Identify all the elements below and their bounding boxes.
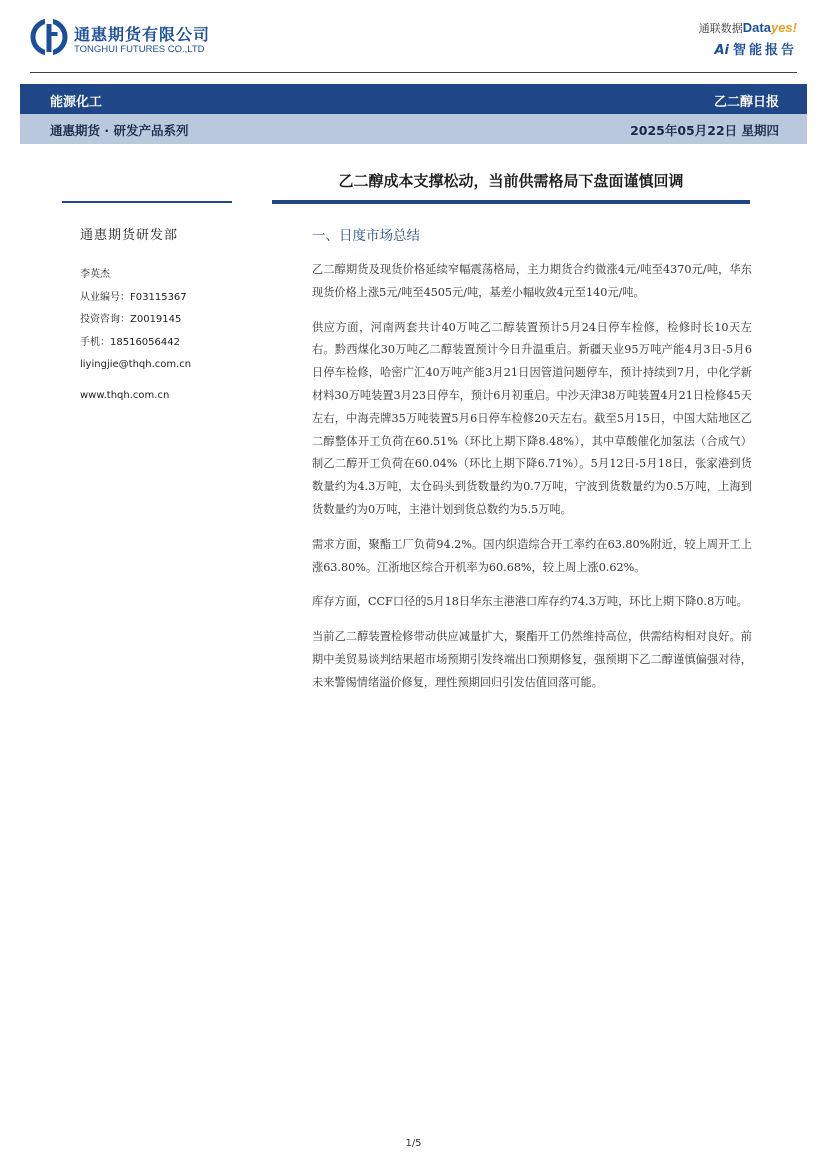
company-name-en: TONGHUI FUTURES CO.,LTD [74, 44, 205, 55]
report-headline: 乙二醇成本支撑松动，当前供需格局下盘面谨慎回调 [338, 172, 684, 190]
report-date: 2025年05月22日 星期四 [630, 123, 779, 138]
paragraph-supply: 供应方面，河南两套共计40万吨乙二醇装置预计5月24日停车检修，检修时长10天左右。黔西煤化30万吨乙二醇装置预计今日升温重启。新疆天业95万吨产能4月3日-5月6日停车检修，哈密广汇40万吨产能3月21日因管道问题停车，预计持续到7月，中化学新材料30万吨装置3月23日停车，预计6月初重启。中沙天津38万吨装置4月21日检修45天左右，中海壳牌35万吨装置5月6日停车检修20天左右。截至5月15日，中国大陆地区乙二醇整体开工负荷在60.51%（环比上期下降8.48%），其中草酸催化加氢法（合成气）制乙二醇开工负荷在60.04%（环比上期下降6.71%）。5月12日-5月18日，张家港到货数量约为4.3万吨，太仓码头到货数量约为0.7万吨，宁波到货数量约为0.5万吨，上海到货数量约为0万吨，主港计划到货总数约为5.5万吨。 [312, 320, 752, 516]
author-info [80, 264, 191, 377]
brand-prefix: 通联数据 [698, 23, 743, 35]
brand-report-label: 智能报告 [732, 43, 797, 58]
category-label: 能源化工 [50, 95, 103, 110]
brand-bottom-line [699, 39, 797, 58]
website-link[interactable]: www.thqh.com.cn [80, 390, 170, 401]
company-logo [30, 18, 260, 62]
paragraph-demand: 需求方面，聚酯工厂负荷94.2%。国内织造综合开工率约在63.80%附近，较上周开工上涨63.80%。江浙地区综合开机率为60.68%，较上周上涨0.62%。 [312, 537, 752, 574]
brand-badge [699, 20, 797, 58]
company-logo-icon [30, 18, 68, 56]
series-band [20, 114, 807, 144]
author-name: 李英杰 [80, 269, 110, 280]
series-label: 通惠期货 · 研发产品系列 [50, 123, 189, 138]
brand-data: Data [742, 20, 771, 35]
page-number: 1/5 [405, 1138, 422, 1149]
paragraph-summary: 乙二醇期货及现货价格延续窄幅震荡格局，主力期货合约微涨4元/吨至4370元/吨，华东现货价格上涨5元/吨至4505元/吨，基差小幅收敛4元至140元/吨。 [312, 263, 752, 299]
report-name: 乙二醇日报 [713, 95, 779, 110]
report-body [312, 259, 752, 707]
sidebar-divider [62, 201, 232, 203]
license-number: 从业编号：F03115367 [80, 291, 187, 303]
email-link[interactable]: liyingjie@thqh.com.cn [80, 359, 192, 370]
phone-number: 手机：18516056442 [80, 336, 180, 348]
header-divider [30, 72, 797, 73]
category-band [20, 84, 807, 114]
brand-yes: yes! [770, 20, 797, 35]
brand-ai-icon: Ai [714, 43, 729, 58]
brand-top-line [699, 20, 797, 36]
paragraph-inventory: 库存方面，CCF口径的5月18日华东主港港口库存约74.3万吨，环比上期下降0.8万吨。 [312, 595, 748, 609]
consult-number: 投资咨询：Z0019145 [80, 314, 182, 325]
headline-divider [272, 200, 750, 204]
department-title: 通惠期货研发部 [80, 228, 179, 243]
paragraph-outlook: 当前乙二醇装置检修带动供应减量扩大，聚酯开工仍然维持高位，供需结构相对良好。前期中美贸易谈判结果超市场预期引发终端出口预期修复，强预期下乙二醇谨慎偏强对待，未来警惕情绪溢价修复，理性预期回归引发估值回落可能。 [312, 630, 752, 689]
company-name-cn: 通惠期货有限公司 [74, 25, 211, 44]
section-title: 一、日度市场总结 [312, 228, 420, 244]
